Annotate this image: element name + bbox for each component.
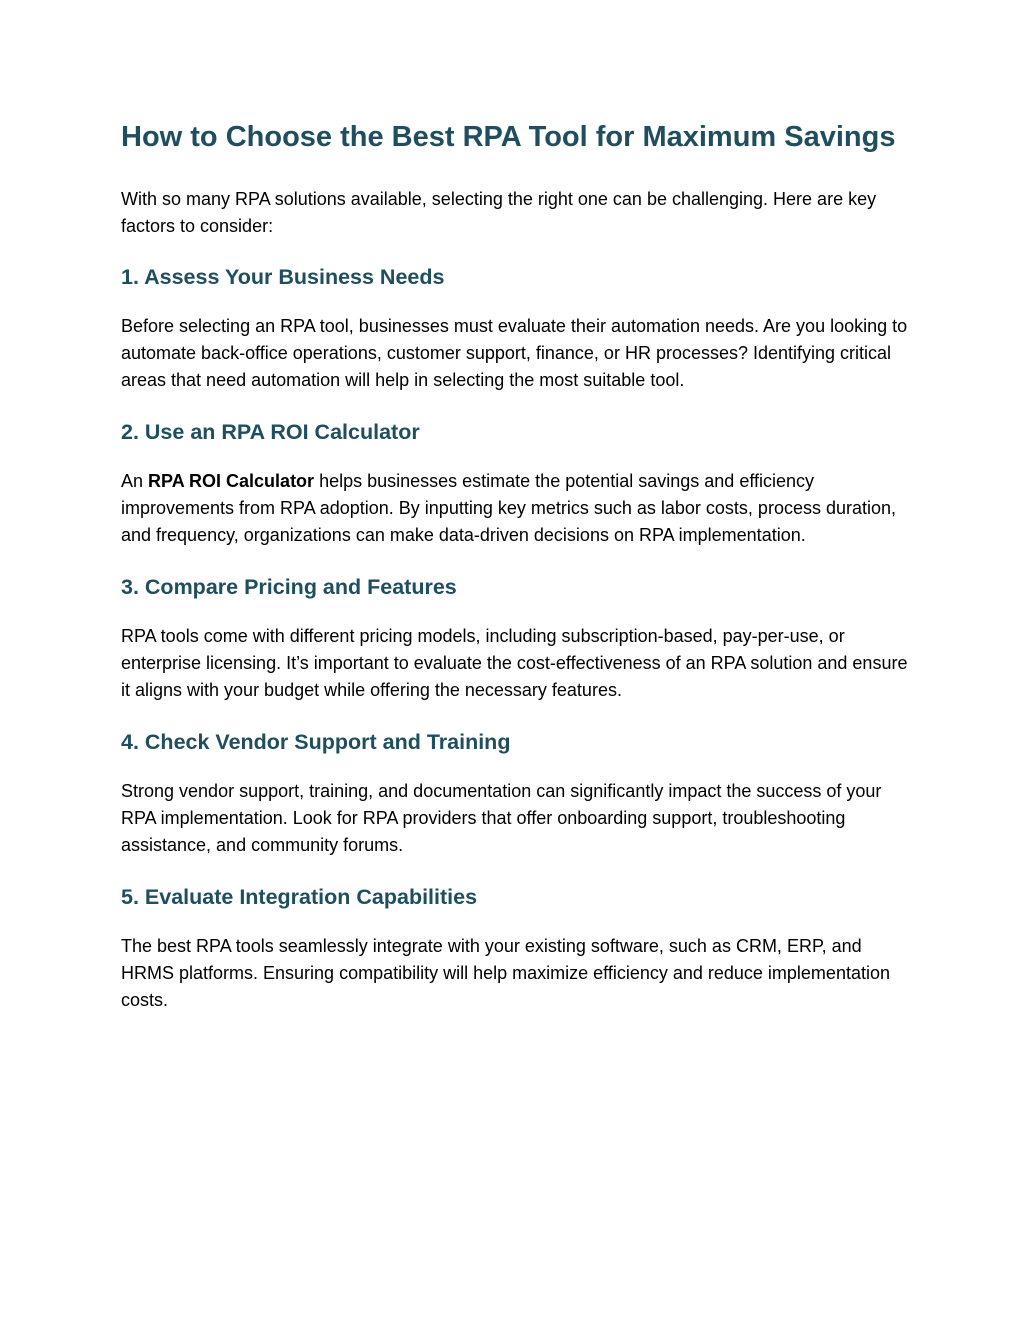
section-body: Before selecting an RPA tool, businesses must evaluate their automation needs. Are you looking to automate back-office operations, customer support, finance, or HR processes? Identifying critical areas that need automation will help in selecting the most suitable tool.	[121, 316, 908, 390]
section-heading: 2. Use an RPA ROI Calculator	[121, 420, 420, 444]
page-title: How to Choose the Best RPA Tool for Maximum Savings	[121, 121, 896, 153]
body-prefix: An	[121, 471, 149, 491]
section-vendor-support	[121, 728, 911, 859]
section-heading: 3. Compare Pricing and Features	[121, 575, 457, 599]
section-heading: 4. Check Vendor Support and Training	[121, 730, 511, 754]
section-assess-needs	[121, 263, 911, 394]
section-body: The best RPA tools seamlessly integrate with your existing software, such as CRM, ERP, and HRMS platforms. Ensuring compatibility will help maximize efficiency and reduce implementation costs.	[121, 936, 890, 1010]
bold-term: RPA ROI Calculator	[148, 471, 315, 491]
section-body	[121, 468, 911, 549]
section-roi-calculator	[121, 418, 911, 549]
intro-paragraph: With so many RPA solutions available, selecting the right one can be challenging. Here are key factors to consider:	[121, 189, 877, 236]
document-page	[121, 116, 911, 1014]
section-pricing-features	[121, 573, 911, 704]
section-body: RPA tools come with different pricing models, including subscription-based, pay-per-use, or enterprise licensing. It’s important to evaluate the cost-effectiveness of an RPA solution and ensure it aligns with your budget while offering the necessary features.	[121, 626, 908, 700]
section-integration	[121, 883, 911, 1014]
section-heading: 5. Evaluate Integration Capabilities	[121, 885, 478, 909]
section-heading: 1. Assess Your Business Needs	[121, 265, 445, 289]
section-body: Strong vendor support, training, and documentation can significantly impact the success of your RPA implementation. Look for RPA providers that offer onboarding support, troubleshooting assistance, and community forums.	[121, 781, 882, 855]
body-suffix: helps businesses estimate the potential savings and efficiency improvements from RPA adoption. By inputting key metrics such as labor costs, process duration, and frequency, organizations can make data-driven decisions on RPA implementation.	[121, 471, 897, 545]
